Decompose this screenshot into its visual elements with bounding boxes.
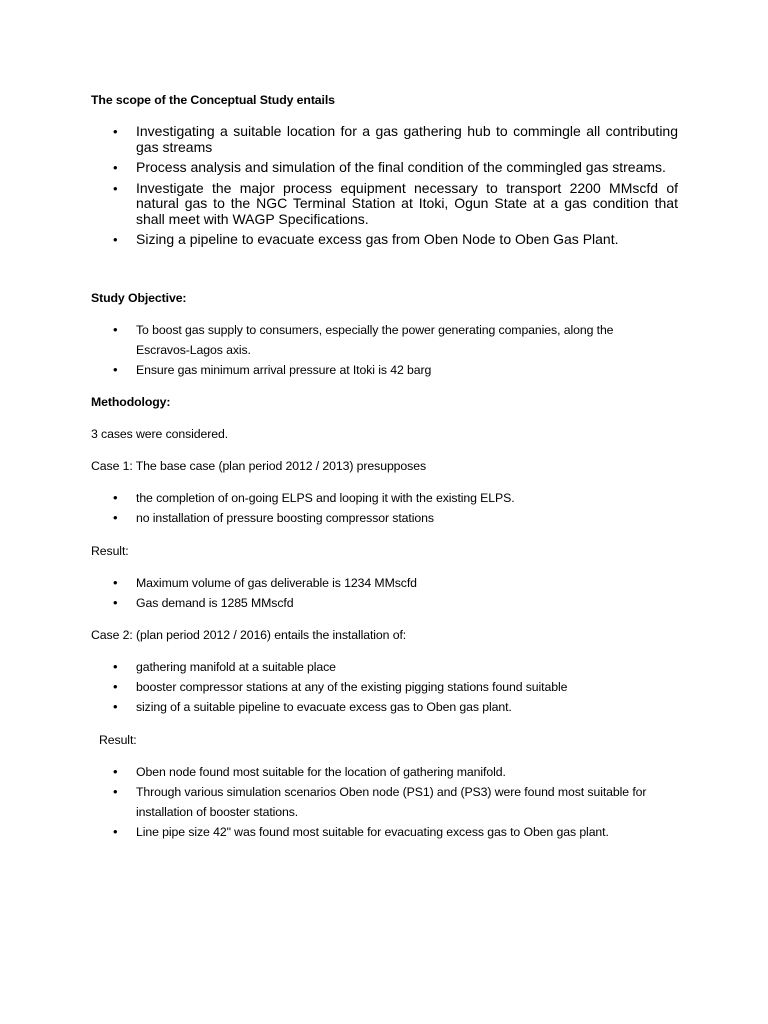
list-item: • the completion of on-going ELPS and looping it with the existing ELPS. (0, 488, 656, 508)
bullet-icon: • (113, 824, 118, 839)
scope-list-block (0, 124, 768, 253)
case1-result-heading: Result: (91, 544, 129, 558)
list-item: • Ensure gas minimum arrival pressure at Itoki is 42 barg (0, 360, 656, 380)
bullet-icon: • (113, 575, 118, 590)
list-item: • Investigating a suitable location for a gas gathering hub to commingle all contributing gas streams (113, 123, 678, 155)
scope-heading: The scope of the Conceptual Study entails (91, 93, 335, 107)
bullet-icon: • (113, 362, 118, 377)
bullet-icon: • (113, 659, 118, 674)
case2-results-block (0, 762, 768, 842)
list-item: • To boost gas supply to consumers, especially the power generating companies, along the Escravos-Lagos axis. (113, 322, 614, 357)
list-item: • Process analysis and simulation of the final condition of the commingled gas streams. (113, 159, 666, 175)
bullet-icon: • (113, 124, 118, 139)
case2-results-list (0, 762, 768, 842)
list-item: • Investigate the major process equipment necessary to transport 2200 MMscfd of natural gas to the NGC Terminal Station at Itoki, Ogun State at a gas condition that shall meet with WAGP Specifications. (113, 179, 678, 227)
list-item: • no installation of pressure boosting compressor stations (0, 508, 656, 528)
bullet-icon: • (113, 322, 118, 337)
case2-list (0, 657, 768, 717)
list-item: • Sizing a pipeline to evacuate excess gas from Oben Node to Oben Gas Plant. (113, 231, 619, 247)
case2-heading: Case 2: (plan period 2012 / 2016) entails the installation of: (91, 628, 407, 642)
case1-list-block (0, 488, 768, 528)
bullet-icon: • (113, 764, 118, 779)
methodology-heading: Methodology: (91, 395, 171, 409)
objective-list (0, 320, 768, 380)
bullet-icon: • (113, 232, 118, 247)
list-item: • gathering manifold at a suitable place (0, 657, 656, 677)
list-item: • Maximum volume of gas deliverable is 1234 MMscfd (0, 573, 656, 593)
bullet-icon: • (113, 699, 118, 714)
bullet-icon: • (113, 160, 118, 175)
case2-list-block (0, 657, 768, 717)
case1-results-block (0, 573, 768, 613)
list-item: • Line pipe size 42" was found most suitable for evacuating excess gas to Oben gas plant. (0, 822, 656, 842)
list-item: • Oben node found most suitable for the location of gathering manifold. (0, 762, 656, 782)
bullet-icon: • (113, 784, 118, 799)
bullet-icon: • (113, 595, 118, 610)
list-item: • Gas demand is 1285 MMscfd (0, 593, 656, 613)
bullet-icon: • (113, 679, 118, 694)
case2-result-heading: Result: (99, 733, 137, 747)
objective-heading: Study Objective: (91, 291, 187, 305)
case1-list (0, 488, 768, 528)
objective-list-block (0, 320, 768, 380)
bullet-icon: • (113, 510, 118, 525)
case1-heading: Case 1: The base case (plan period 2012 / 2013) presupposes (91, 459, 426, 473)
list-item: • sizing of a suitable pipeline to evacuate excess gas to Oben gas plant. (0, 697, 656, 717)
methodology-intro: 3 cases were considered. (91, 427, 229, 441)
scope-list (0, 124, 768, 248)
bullet-icon: • (113, 180, 118, 196)
bullet-icon: • (113, 490, 118, 505)
case1-results-list (0, 573, 768, 613)
list-item: • Through various simulation scenarios Oben node (PS1) and (PS3) were found most suitable for installation of booster stations. (113, 784, 647, 819)
list-item: • booster compressor stations at any of the existing pigging stations found suitable (0, 677, 656, 697)
